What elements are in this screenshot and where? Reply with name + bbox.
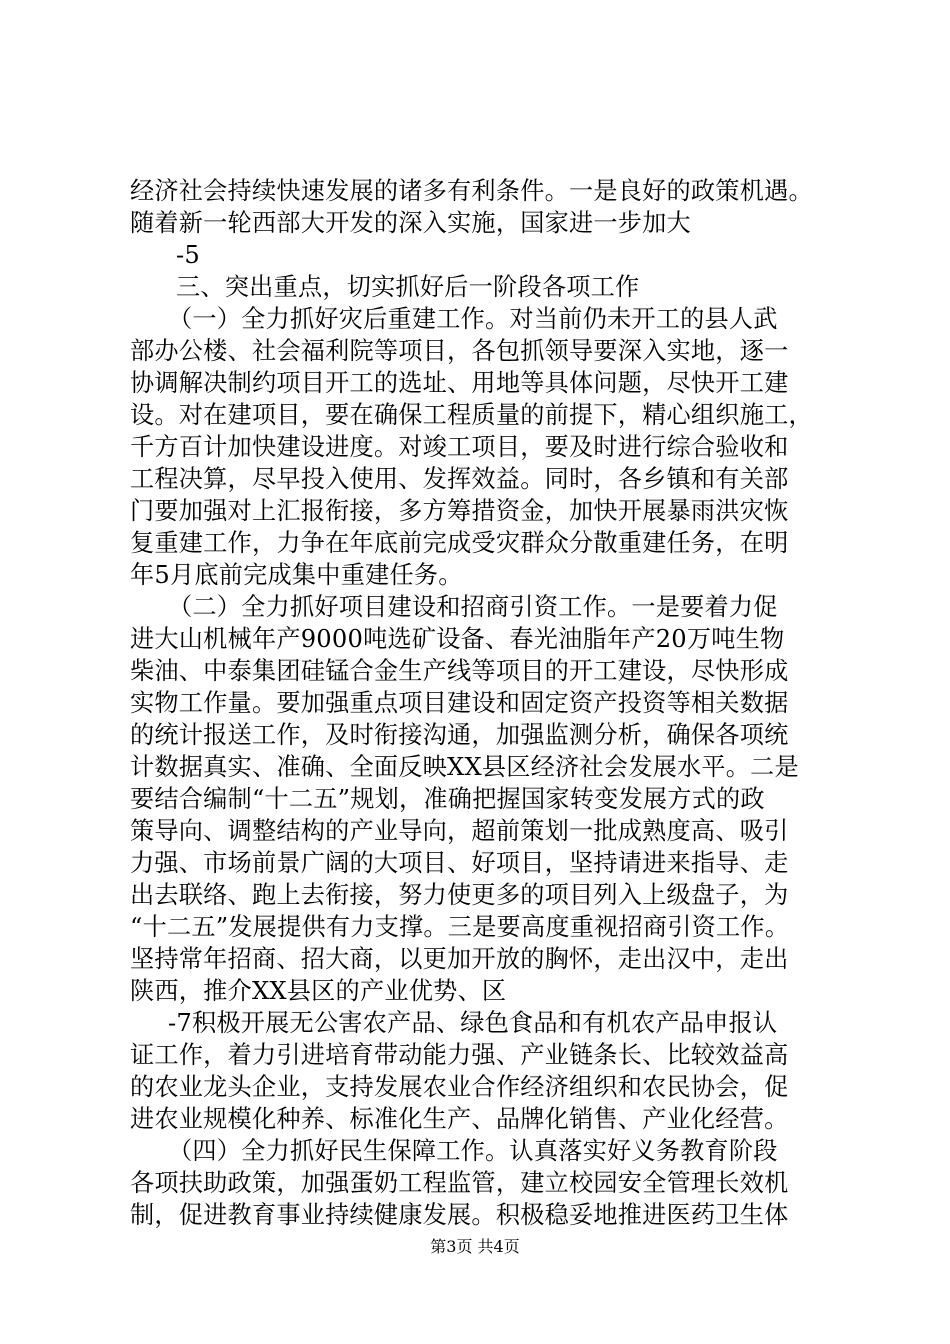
text-line: （二）全力抓好项目建设和招商引资工作。一是要着力促: [168, 593, 778, 621]
text-line: 实物工作量。要加强重点项目建设和固定资产投资等相关数据: [130, 689, 789, 717]
text-line: 的农业龙头企业，支持发展农业合作经济组织和农民协会，促: [130, 1073, 789, 1101]
text-line: （一）全力抓好灾后重建工作。对当前仍未开工的县人武: [168, 305, 778, 333]
text-line: 经济社会持续快速发展的诸多有利条件。一是良好的政策机遇。: [130, 177, 813, 205]
text-line: 随着新一轮西部大开发的深入实施，国家进一步加大: [130, 209, 691, 237]
text-line: 制，促进教育事业持续健康发展。积极稳妥地推进医药卫生体: [130, 1201, 789, 1229]
text-line: 坚持常年招商、招大商，以更加开放的胸怀，走出汉中，走出: [130, 945, 789, 973]
text-line: 进农业规模化种养、标准化生产、品牌化销售、产业化经营。: [130, 1105, 789, 1133]
text-line: 计数据真实、准确、全面反映XX县区经济社会发展水平。二是: [130, 753, 799, 781]
text-line: 工程决算，尽早投入使用、发挥效益。同时，各乡镇和有关部: [130, 465, 789, 493]
text-line: 证工作，着力引进培育带动能力强、产业链条长、比较效益高: [130, 1041, 789, 1069]
text-line: -7积极开展无公害农产品、绿色食品和有机农产品申报认: [168, 1009, 778, 1037]
text-line: 策导向、调整结构的产业导向，超前策划一批成熟度高、吸引: [130, 817, 789, 845]
text-line: 协调解决制约项目开工的选址、用地等具体问题，尽快开工建: [130, 369, 789, 397]
text-line: 各项扶助政策，加强蛋奶工程监管，建立校园安全管理长效机: [130, 1169, 789, 1197]
section-heading: 三、突出重点，切实抓好后一阶段各项工作: [176, 273, 640, 301]
text-line: 力强、市场前景广阔的大项目、好项目，坚持请进来指导、走: [130, 849, 789, 877]
text-line: 柴油、中泰集团硅锰合金生产线等项目的开工建设，尽快形成: [130, 657, 789, 685]
text-line: 要结合编制“十二五”规划，准确把握国家转变发展方式的政: [130, 785, 765, 813]
text-line: 陕西，推介XX县区的产业优势、区: [130, 977, 507, 1005]
text-line: 设。对在建项目，要在确保工程质量的前提下，精心组织施工，: [130, 401, 813, 429]
text-line: 出去联络、跑上去衔接，努力使更多的项目列入上级盘子，为: [130, 881, 789, 909]
text-line: 门要加强对上汇报衔接，多方筹措资金，加快开展暴雨洪灾恢: [130, 497, 789, 525]
text-line: 的统计报送工作，及时衔接沟通，加强监测分析，确保各项统: [130, 721, 789, 749]
text-line: （四）全力抓好民生保障工作。认真落实好义务教育阶段: [168, 1137, 778, 1165]
text-line: 进大山机械年产9000吨选矿设备、春光油脂年产20万吨生物: [130, 625, 785, 653]
page-footer: 第3页 共4页: [430, 1237, 520, 1256]
text-line: 年5月底前完成集中重建任务。: [130, 561, 463, 589]
text-line: 部办公楼、社会福利院等项目，各包抓领导要深入实地，逐一: [130, 337, 789, 365]
text-line: 复重建工作，力争在年底前完成受灾群众分散重建任务，在明: [130, 529, 789, 557]
text-line: 千方百计加快建设进度。对竣工项目，要及时进行综合验收和: [130, 433, 789, 461]
page-marker: -5: [176, 241, 200, 269]
text-line: “十二五”发展提供有力支撑。三是要高度重视招商引资工作。: [130, 913, 790, 941]
